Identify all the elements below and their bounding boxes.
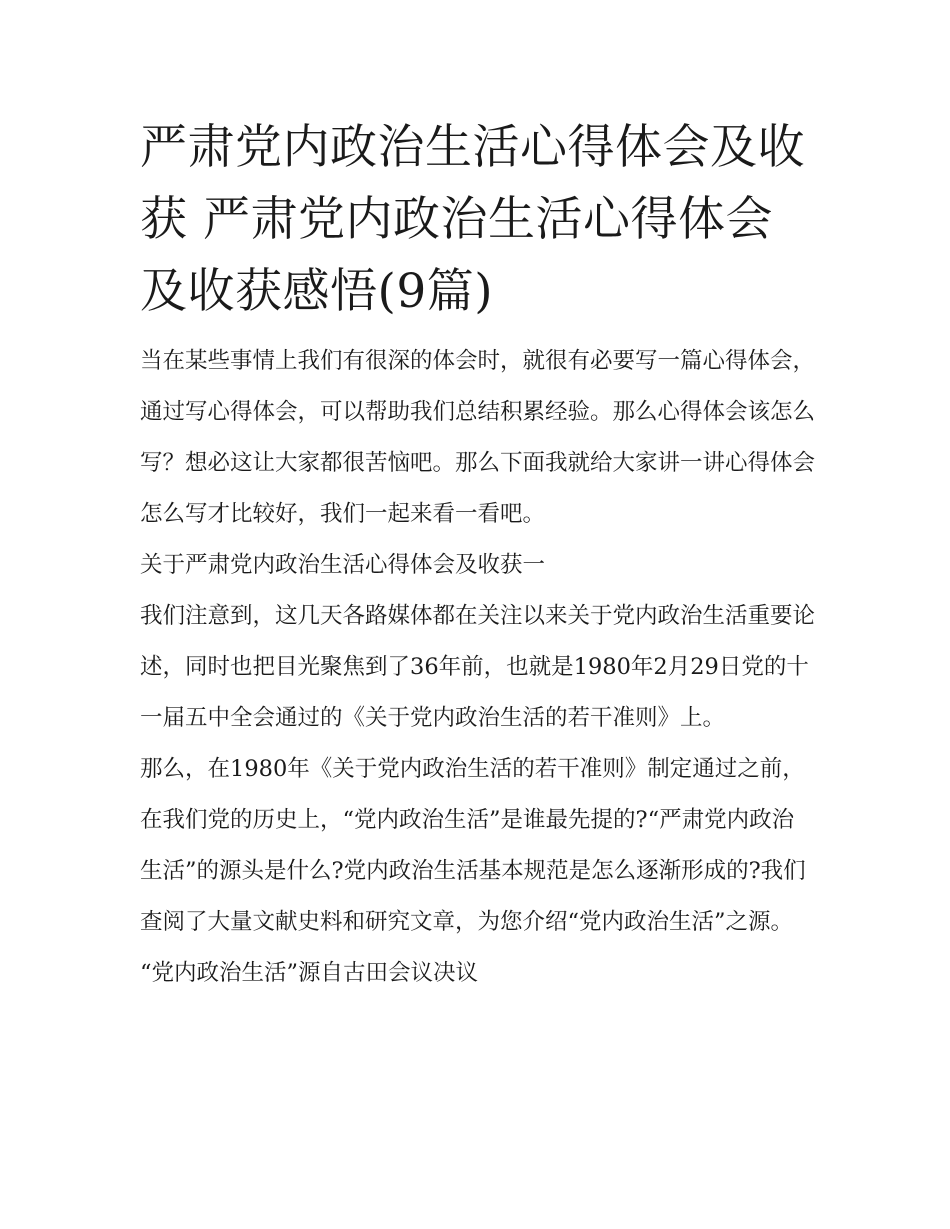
intro-paragraph: 当在某些事情上我们有很深的体会时，就很有必要写一篇心得体会，通过写心得体会，可以帮助我们总结积累经验。那么心得体会该怎么写？想必这让大家都很苦恼吧。那么下面我就给大家讲一讲心得体会怎么写才比较好，我们一起来看一看吧。: [140, 348, 816, 527]
section-heading: 关于严肃党内政治生活心得体会及收获一: [140, 552, 546, 578]
document-page: [140, 112, 815, 999]
subsection-heading: “党内政治生活”源自古田会议决议: [140, 960, 479, 986]
body-paragraph: 那么，在1980年《关于党内政治生活的若干准则》制定通过之前，在我们党的历史上，“党内政治生活”是谁最先提的?“严肃党内政治生活”的源头是什么?党内政治生活基本规范是怎么逐渐形成的?我们查阅了大量文献史料和研究文章，为您介绍“党内政治生活”之源。: [140, 756, 806, 935]
body-paragraph: 我们注意到，这几天各路媒体都在关注以来关于党内政治生活重要论述，同时也把目光聚焦到了36年前，也就是1980年2月29日党的十一届五中全会通过的《关于党内政治生活的若干准则》上。: [140, 603, 816, 731]
document-title: 严肃党内政治生活心得体会及收获 严肃党内政治生活心得体会及收获感悟(9篇): [140, 120, 805, 319]
document-body: [140, 336, 815, 999]
